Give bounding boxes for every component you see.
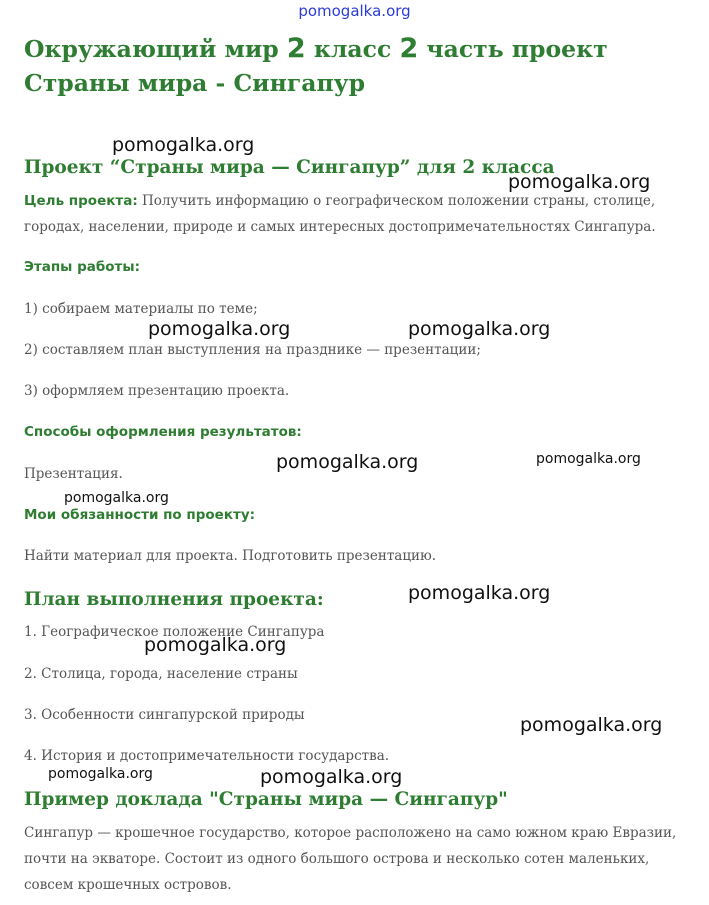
title-part-number: 2 xyxy=(399,33,419,64)
duties-text: Найти материал для проекта. Подготовить презентацию. xyxy=(24,548,437,564)
watermark: pomogalka.org xyxy=(64,490,169,506)
watermark: pomogalka.org xyxy=(408,318,551,340)
plan-heading: План выполнения проекта: xyxy=(24,589,324,610)
stage-item-3: 3) оформляем презентацию проекта. xyxy=(24,383,290,399)
goal-label: Цель проекта: xyxy=(24,193,138,209)
watermark: pomogalka.org xyxy=(148,318,291,340)
stage-item-2: 2) составляем план выступления на празднике — презентации; xyxy=(24,342,481,358)
project-heading: Проект “Страны мира — Сингапур” для 2 класса xyxy=(24,157,555,178)
methods-text: Презентация. xyxy=(24,466,123,482)
plan-item-4: 4. История и достопримечательности государства. xyxy=(24,748,390,764)
watermark: pomogalka.org xyxy=(408,582,551,604)
report-paragraph: Сингапур — крошечное государство, которое расположено на само южном краю Евразии, почти на экваторе. Состоит из одного большого острова и несколько сотен маленьких, совсем крошечных островов. xyxy=(24,825,677,893)
duties-label: Мои обязанности по проекту: xyxy=(24,507,256,523)
watermark: pomogalka.org xyxy=(536,451,641,467)
methods-label: Способы оформления результатов: xyxy=(24,424,302,440)
title-part-1: Окружающий мир xyxy=(24,35,287,63)
title-part-3: часть проект Страны мира - Сингапур xyxy=(24,35,608,97)
watermark: pomogalka.org xyxy=(276,451,419,473)
page-title xyxy=(24,32,684,100)
plan-item-2: 2. Столица, города, население страны xyxy=(24,666,298,682)
watermark: pomogalka.org xyxy=(520,714,663,736)
site-header-link[interactable]: pomogalka.org xyxy=(298,2,411,20)
title-grade-number: 2 xyxy=(286,33,306,64)
plan-item-1: 1. Географическое положение Сингапура xyxy=(24,624,325,640)
watermark: pomogalka.org xyxy=(48,766,153,782)
plan-item-3: 3. Особенности сингапурской природы xyxy=(24,707,305,723)
goal-text: Получить информацию о географическом положении страны, столице, городах, населении, природе и самых интересных достопримечательностях Сингапура. xyxy=(24,193,656,235)
watermark: pomogalka.org xyxy=(508,171,651,193)
report-heading: Пример доклада "Страны мира — Сингапур" xyxy=(24,789,508,810)
watermark: pomogalka.org xyxy=(112,134,255,156)
watermark: pomogalka.org xyxy=(144,634,287,656)
title-part-2: класс xyxy=(305,35,400,63)
stages-label: Этапы работы: xyxy=(24,259,140,275)
goal-paragraph xyxy=(24,188,689,240)
stage-item-1: 1) собираем материалы по теме; xyxy=(24,301,258,317)
watermark: pomogalka.org xyxy=(260,766,403,788)
